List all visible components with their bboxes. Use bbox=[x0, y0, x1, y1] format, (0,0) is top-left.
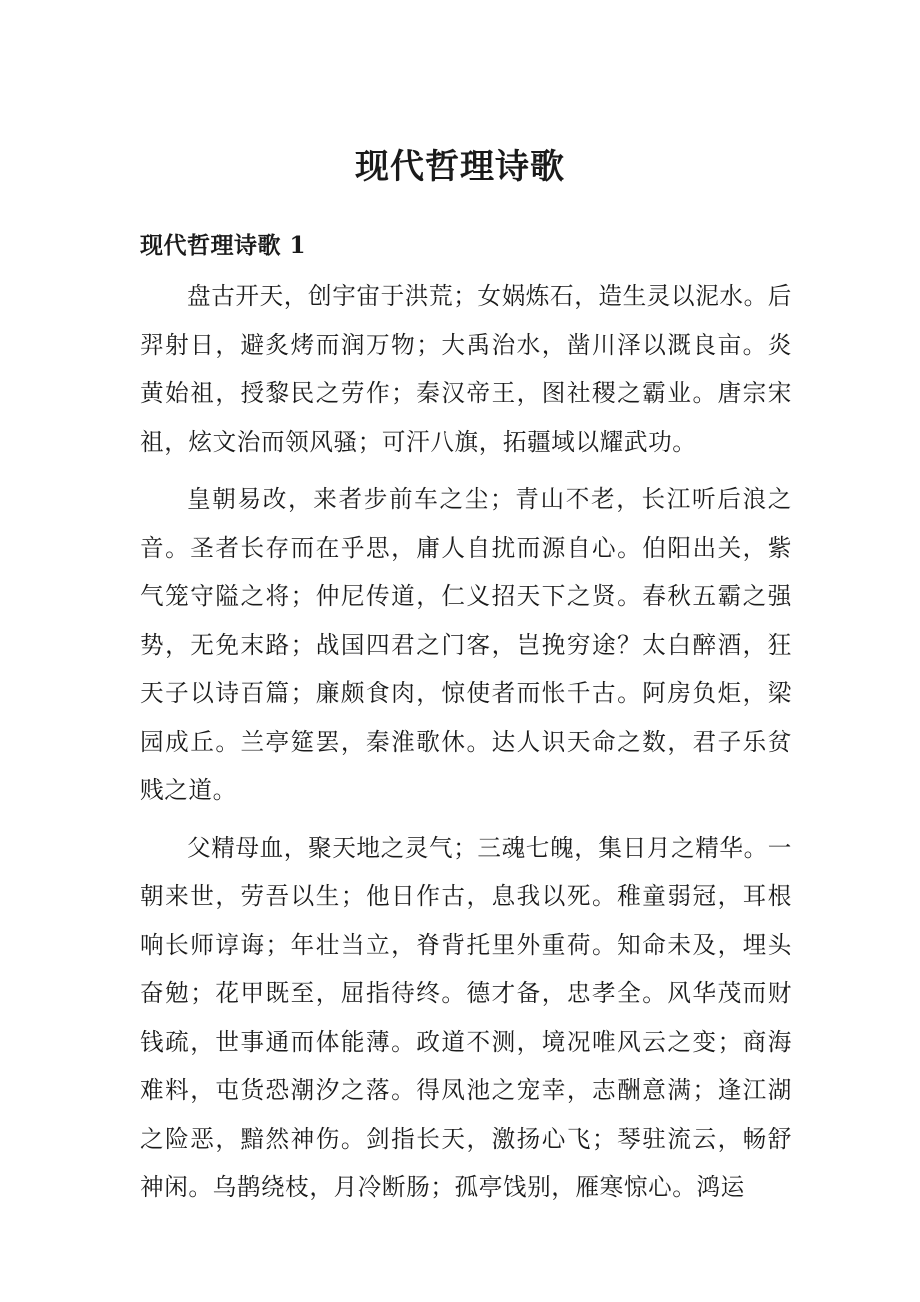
page-title: 现代哲理诗歌 bbox=[355, 147, 565, 187]
paragraph-1: 盘古开天，创宇宙于洪荒；女娲炼石，造生灵以泥水。后羿射日，避炙烤而润万物；大禹治水，凿川泽以溉良亩。炎黄始祖，授黎民之劳作；秦汉帝王，图社稷之霸业。唐宗宋祖，炫文治而领风骚；可汗八旗，拓疆域以耀武功。 bbox=[140, 282, 792, 456]
section-heading: 现代哲理诗歌 1 bbox=[140, 232, 307, 259]
paragraph-3: 父精母血，聚天地之灵气；三魂七魄，集日月之精华。一朝来世，劳吾以生；他日作古，息我以死。稚童弱冠，耳根响长师谆诲；年壮当立，脊背托里外重荷。知命未及，埋头奋勉；花甲既至，屈指待终。德才备，忠孝全。风华茂而财钱疏，世事通而体能薄。政道不测，境况唯风云之变；商海难料，屯货恐潮汐之落。得凤池之宠幸，志酬意满；逢江湖之险恶，黯然神伤。剑指长天，激扬心飞；琴驻流云，畅舒神闲。乌鹊绕枝，月冷断肠；孤亭饯别，雁寒惊心。鸿运 bbox=[140, 833, 792, 1201]
body-text bbox=[140, 272, 792, 1221]
paragraph-2: 皇朝易改，来者步前车之尘；青山不老，长江听后浪之音。圣者长存而在乎思，庸人自扰而源自心。伯阳出关，紫气笼守隘之将；仲尼传道，仁义招天下之贤。春秋五霸之强势，无免末路；战国四君之门客，岂挽穷途？太白醉酒，狂天子以诗百篇；廉颇食肉，惊使者而怅千古。阿房负炬，梁园成丘。兰亭筵罢，秦淮歌休。达人识天命之数，君子乐贫贱之道。 bbox=[140, 485, 792, 804]
